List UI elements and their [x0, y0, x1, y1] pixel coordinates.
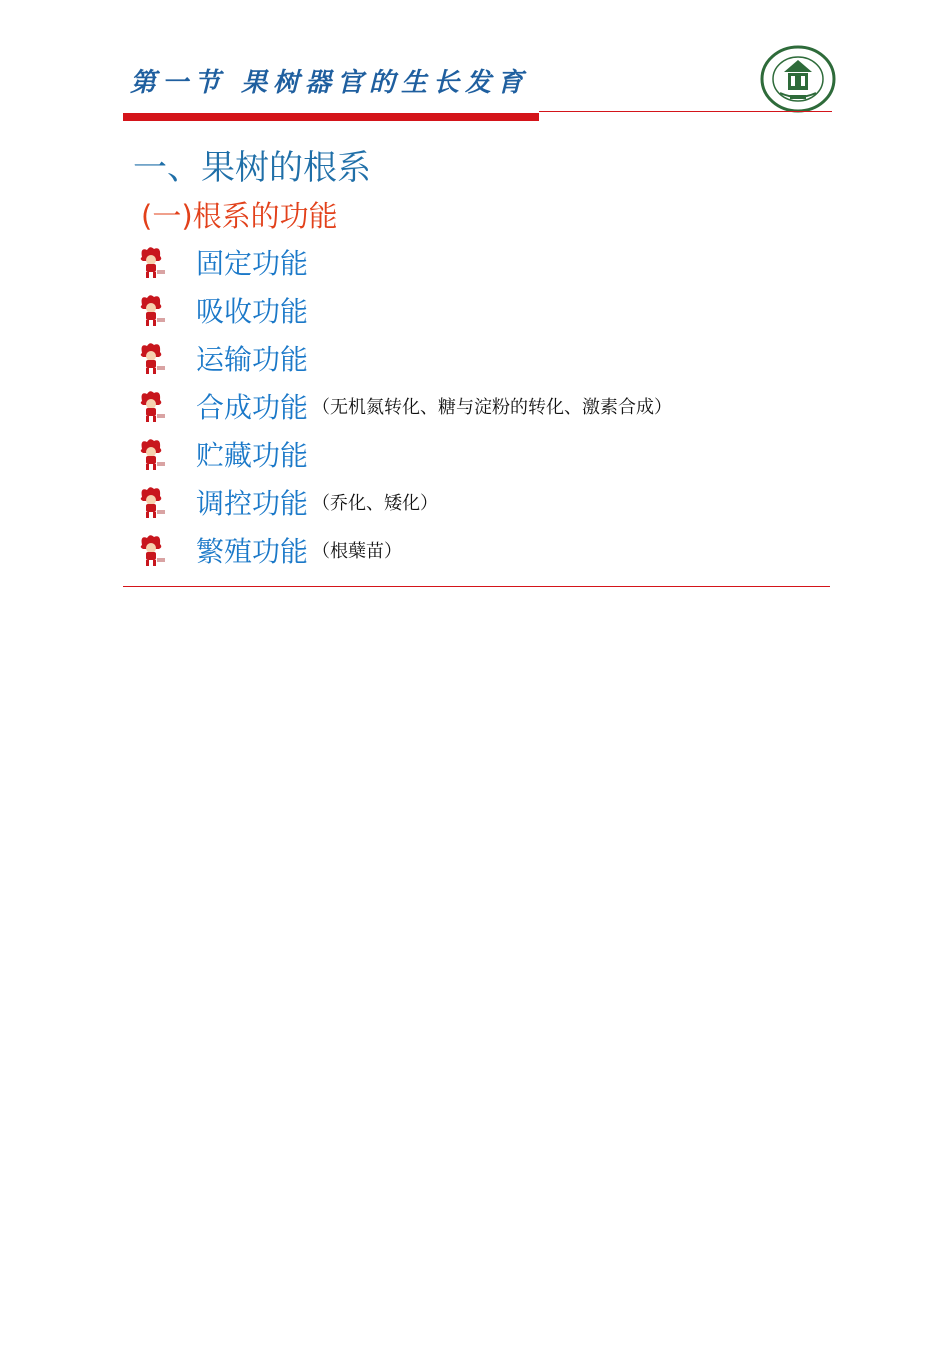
list-item: [136, 382, 672, 430]
list-item: [136, 430, 672, 478]
item-label: 运输功能: [196, 343, 309, 376]
mascot-icon: [136, 245, 166, 279]
mascot-icon: [136, 341, 166, 375]
list-item: [136, 526, 672, 574]
mascot-icon: [136, 485, 166, 519]
footer-rule: [123, 586, 830, 587]
sub-heading: (一)根系的功能: [141, 199, 338, 233]
item-label: 吸收功能: [196, 295, 309, 328]
list-item: [136, 334, 672, 382]
mascot-icon: [136, 389, 166, 423]
header-rule-thick: [123, 113, 539, 121]
section-heading: 一、果树的根系: [133, 148, 371, 188]
header-rule-thin: [539, 111, 832, 112]
mascot-icon: [136, 533, 166, 567]
list-item: [136, 238, 672, 286]
mascot-icon: [136, 293, 166, 327]
header-title: 第一节 果树器官的生长发育: [130, 68, 530, 98]
item-note: （根蘖苗）: [312, 541, 403, 562]
item-note: （无机氮转化、糖与淀粉的转化、激素合成）: [312, 397, 673, 418]
item-label: 调控功能: [196, 487, 309, 520]
list-item: [136, 286, 672, 334]
list-item: [136, 478, 672, 526]
item-label: 贮藏功能: [196, 439, 309, 472]
mascot-icon: [136, 437, 166, 471]
item-label: 固定功能: [196, 247, 309, 280]
function-list: [136, 238, 672, 574]
university-seal-icon: [760, 45, 836, 113]
item-note: （乔化、矮化）: [312, 493, 439, 514]
item-label: 繁殖功能: [196, 535, 309, 568]
item-label: 合成功能: [196, 391, 309, 424]
